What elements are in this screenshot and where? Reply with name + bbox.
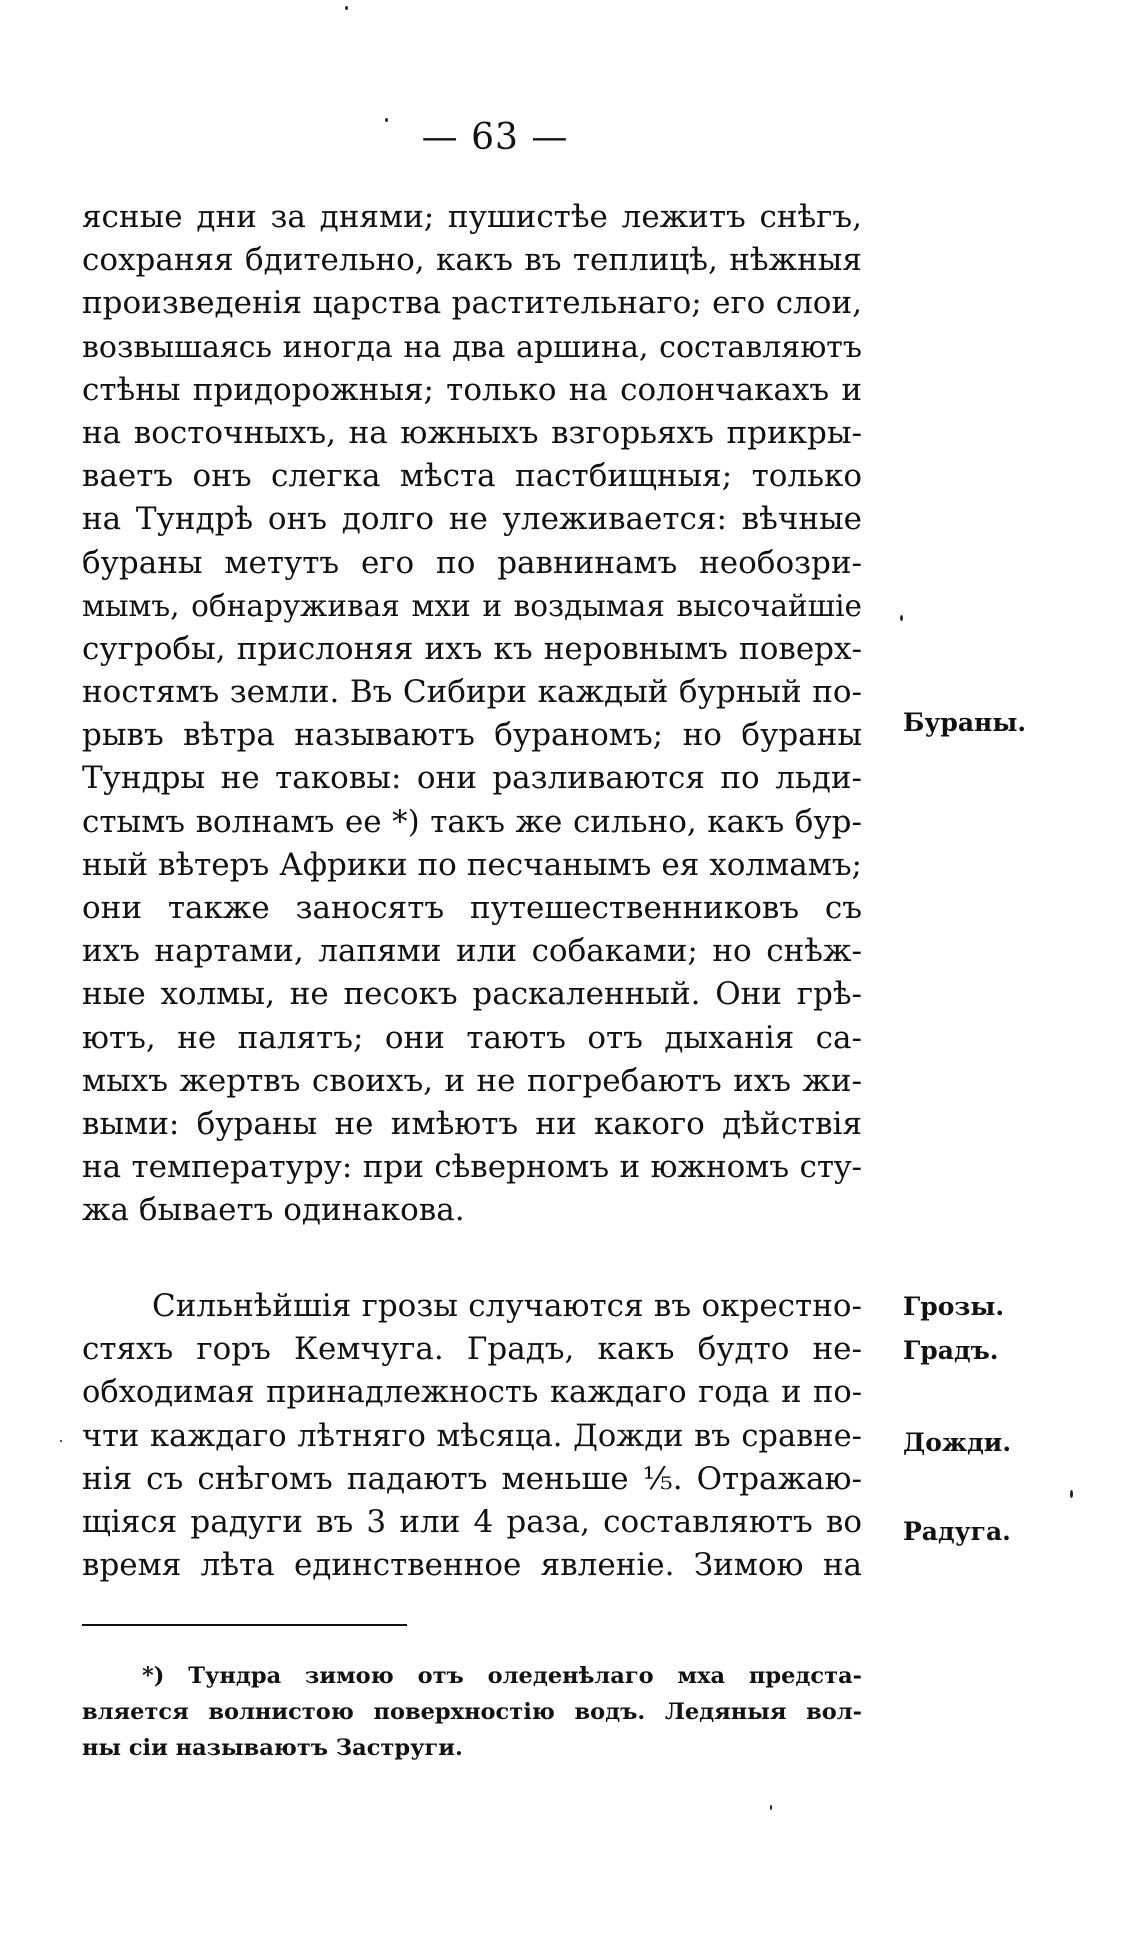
margin-note-grozy: Грозы.: [903, 1292, 1005, 1321]
margin-note-grad: Градъ.: [903, 1336, 999, 1365]
footnote-line: вляется волнистою поверхностію водъ. Ледяныя вол-: [82, 1699, 862, 1725]
margin-note-burany: Бураны.: [903, 708, 1027, 737]
text-line: рывъ вѣтра называютъ бураномъ; но бураны: [82, 717, 862, 754]
margin-note-raduga: Радуга.: [903, 1517, 1011, 1546]
text-line: ваетъ онъ слегка мѣста пастбищныя; только: [82, 458, 862, 495]
text-line: на восточныхъ, на южныхъ взгорьяхъ прикры-: [82, 414, 862, 451]
text-line: стяхъ горъ Кемчуга. Градъ, какъ будто не-: [82, 1331, 862, 1368]
text-line: они также заносятъ путешественниковъ съ: [82, 890, 862, 926]
footnote-divider: [82, 1624, 407, 1626]
text-line: нія съ снѣгомъ падаютъ меньше ⅕. Отражаю-: [82, 1460, 862, 1497]
margin-note-dozhdi: Дожди.: [903, 1428, 1012, 1457]
text-line: Сильнѣйшія грозы случаются въ окрестно-: [152, 1288, 862, 1324]
footnote: [82, 1658, 862, 1766]
text-line: ные холмы, не песокъ раскаленный. Они грѣ-: [82, 976, 862, 1013]
footnote-line: ны сіи называютъ Заструги.: [82, 1735, 463, 1761]
page-number: — 63 —: [421, 117, 569, 158]
text-line: на температуру: при сѣверномъ и южномъ стy-: [82, 1149, 862, 1186]
text-line: щіяся радуги въ 3 или 4 раза, составляютъ во: [82, 1503, 862, 1540]
scan-speck: [900, 615, 903, 621]
paragraph-1: [82, 196, 862, 1233]
paragraph-2: [82, 1285, 862, 1587]
text-line: Тундры не таковы: они разливаются по льди-: [82, 760, 862, 797]
text-line: ясные дни за днями; пушистѣе лежитъ снѣгъ,: [82, 199, 862, 235]
text-line: мымъ, обнаруживая мхи и воздымая высочайшіе: [82, 588, 862, 623]
text-line: на Тундрѣ онъ долго не улеживается: вѣчные: [82, 501, 862, 538]
text-line: ихъ нартами, лапями или собаками; но снѣж-: [82, 933, 862, 970]
text-line: выми: бураны не имѣютъ ни какого дѣйствія: [82, 1105, 862, 1142]
text-line: сохраняя бдительно, какъ въ теплицѣ, нѣжныя: [82, 242, 862, 279]
text-line: обходимая принадлежность каждаго года и по-: [82, 1375, 862, 1411]
text-line: стымъ волнамъ ее *) такъ же сильно, какъ бур-: [82, 803, 862, 840]
scan-speck: [60, 1440, 62, 1442]
text-line: время лѣта единственное явленіе. Зимою на: [82, 1547, 862, 1584]
scan-speck: [385, 118, 388, 122]
scan-speck: [770, 1805, 772, 1810]
text-line: стѣны придорожныя; только на солончакахъ и: [82, 371, 862, 408]
text-line: ностямъ земли. Въ Сибири каждый бурный по-: [82, 674, 862, 711]
scan-speck: [1070, 1490, 1073, 1498]
text-line: мыхъ жертвъ своихъ, и не погребаютъ ихъ жи-: [82, 1062, 862, 1099]
text-line: сугробы, прислоняя ихъ къ неровнымъ поверх-: [82, 630, 862, 667]
text-line: произведенія царства растительнаго; его слои,: [82, 285, 862, 322]
footnote-line: *) Тундра зимою отъ оледенѣлаго мха предста-: [142, 1663, 862, 1689]
text-line: ютъ, не палятъ; они таютъ отъ дыханія са-: [82, 1019, 862, 1056]
text-line: возвышаясь иногда на два аршина, составляютъ: [82, 329, 862, 365]
scan-speck: [345, 6, 348, 10]
text-line: ный вѣтеръ Африки по песчанымъ ея холмамъ;: [82, 846, 862, 883]
text-line: жа бываетъ одинакова.: [82, 1192, 465, 1229]
text-line: чти каждаго лѣтняго мѣсяца. Дожди въ сравне-: [82, 1418, 862, 1454]
text-line: бураны метутъ его по равнинамъ необозри-: [82, 544, 862, 581]
